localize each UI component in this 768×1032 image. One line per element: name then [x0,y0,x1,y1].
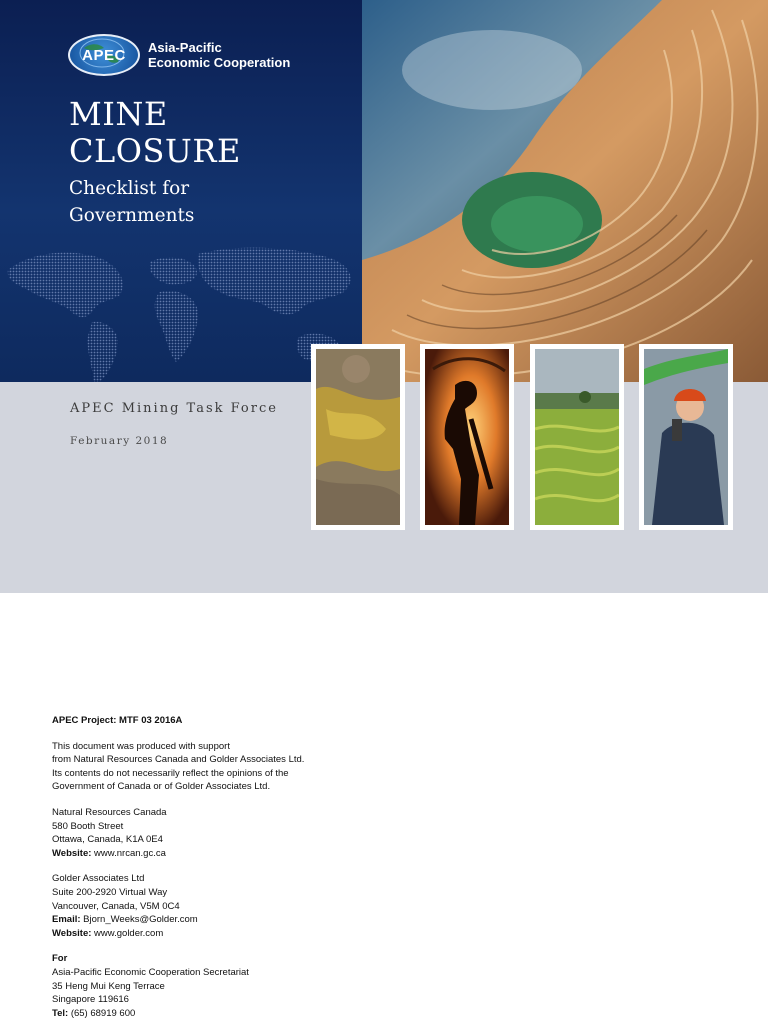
title-line2: CLOSURE [69,132,241,170]
golder-website-label: Website: [52,927,92,939]
golder-email-link[interactable]: Bjorn_Weeks@Golder.com [80,914,198,926]
nrcan-website-link[interactable]: www.nrcan.gc.ca [91,847,166,859]
field-engineer-photo [639,344,733,530]
golder-address [52,872,472,940]
apec-logo [68,34,290,76]
golder-name: Golder Associates Ltd [52,873,145,885]
secretariat-address [52,952,472,1020]
colophon [52,714,472,1032]
nrcan-street: 580 Booth Street [52,820,124,832]
nrcan-address [52,806,472,860]
secretariat-name: Asia-Pacific Economic Cooperation Secretariat [52,966,249,978]
golder-city: Vancouver, Canada, V5M 0C4 [52,900,180,912]
golder-email-label: Email: [52,914,81,926]
support-statement [52,740,472,794]
nrcan-name: Natural Resources Canada [52,806,167,818]
miner-silhouette-photo [420,344,514,530]
subtitle-line1: Checklist for [69,178,190,199]
cover-navy-panel [0,0,362,382]
rice-terraces-photo [530,344,624,530]
world-map-graphic [0,240,362,382]
nrcan-website-label: Website: [52,847,92,859]
support-line-1: This document was produced with support [52,740,230,752]
apec-globe-icon [68,34,140,76]
publication-date: February 2018 [70,435,169,447]
golder-website-link[interactable]: www.golder.com [91,927,164,939]
org-name-line1: Asia-Pacific [148,40,222,55]
apec-logo-abbr: APEC [82,46,126,64]
task-force-label: APEC Mining Task Force [70,401,278,416]
support-line-4: Government of Canada or of Golder Associates Ltd. [52,781,271,793]
title-line1: MINE [69,95,168,133]
support-line-2: from Natural Resources Canada and Golder Associates Ltd. [52,754,305,766]
document-subtitle [69,175,194,229]
gold-ore-photo [311,344,405,530]
secretariat-tel-label: Tel: [52,1007,69,1019]
document-title [69,96,241,170]
subtitle-line2: Governments [69,205,195,226]
secretariat-street: 35 Heng Mui Keng Terrace [52,980,165,992]
nrcan-city: Ottawa, Canada, K1A 0E4 [52,834,163,846]
golder-street: Suite 200-2920 Virtual Way [52,886,168,898]
open-pit-mine-photo [362,0,768,382]
secretariat-city: Singapore 119616 [52,994,129,1006]
for-label: For [52,953,68,965]
project-code: APEC Project: MTF 03 2016A [52,715,183,726]
org-name-line2: Economic Cooperation [148,55,291,70]
support-line-3: Its contents do not necessarily reflect the opinions of the [52,767,289,779]
secretariat-tel: (65) 68919 600 [68,1007,136,1019]
